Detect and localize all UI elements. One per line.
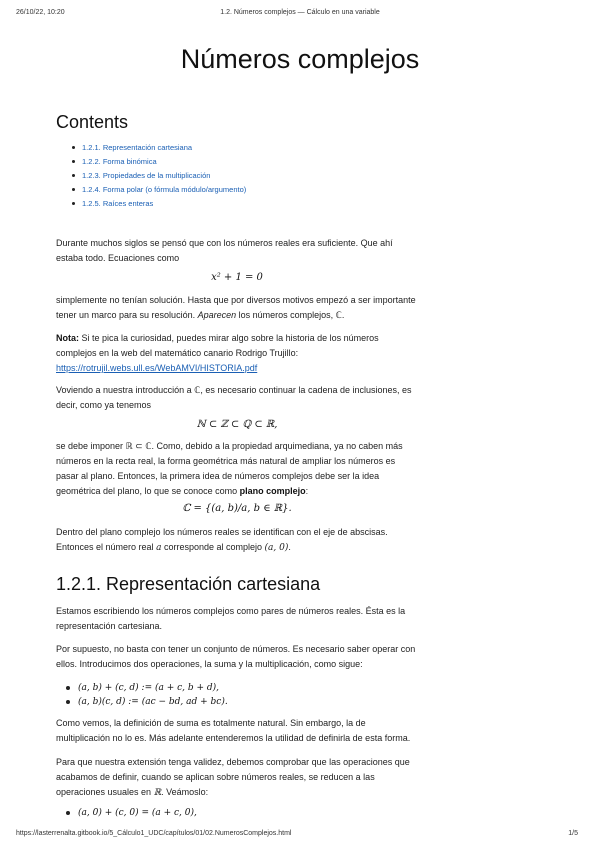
math-inline: a xyxy=(156,543,162,553)
print-url: https://lasterrenalta.gitbook.io/5_Cálculo1_UDC/capítulos/01/02.NumerosComplejos.html xyxy=(16,830,292,837)
toc-link-1-2-1[interactable]: 1.2.1. Representación cartesiana xyxy=(72,142,246,156)
emphasis: Aparecen xyxy=(197,310,237,320)
equation-x-squared: x² + 1 = 0 xyxy=(211,272,263,283)
section-paragraph-4 xyxy=(56,755,418,801)
section-paragraph-1: Estamos escribiendo los números complejos como pares de números reales. Ésta es la representación cartesiana. xyxy=(56,606,406,631)
note-text: Si te pica la curiosidad, puedes mirar algo sobre la historia de los números complejos en la web del matemático canario Rodrigo Trujillo: xyxy=(56,333,379,358)
contents-heading: Contents xyxy=(56,112,129,132)
list-item: (a, b)(c, d) := (ac − bd, ad + bc). xyxy=(56,695,228,709)
operations-list xyxy=(56,681,228,709)
list-item: (a, b) + (c, d) := (a + c, b + d), xyxy=(56,681,228,695)
intro-paragraph-4 xyxy=(56,439,418,499)
text: los números complejos, ℂ. xyxy=(236,310,345,320)
intro-paragraph-5 xyxy=(56,525,418,556)
page-title: Números complejos xyxy=(180,44,420,74)
history-link[interactable]: https://rotrujil.webs.ull.es/WebAMVI/HISTORIA.pdf xyxy=(56,363,258,373)
toc-link-1-2-2[interactable]: 1.2.2. Forma binómica xyxy=(72,156,246,170)
toc-link-1-2-3[interactable]: 1.2.3. Propiedades de la multiplicación xyxy=(72,170,246,184)
text: simplemente no tenían solución. Hasta que por diversos motivos empezó a ser importante tener un marco para su resolución. xyxy=(56,295,416,320)
text: : xyxy=(305,486,309,496)
text: se debe imponer ℝ ⊂ ℂ. Como, debido a la propiedad arquimediana, ya no caben más números en la recta real, la forma geométrica más natural de ampliar los números es pasar al plano. Entonces, la primera idea de números complejos debe ser la idea geométrica del plano, lo que se conoce como xyxy=(56,441,403,496)
equation-inclusions: ℕ ⊂ ℤ ⊂ ℚ ⊂ ℝ, xyxy=(196,419,278,430)
print-datetime: 26/10/22, 10:20 xyxy=(16,9,65,16)
intro-paragraph-2 xyxy=(56,293,418,323)
intro-paragraph-3: Voviendo a nuestra introducción a ℂ, es necesario continuar la cadena de inclusiones, es decir, como ya tenemos xyxy=(56,385,412,410)
text: corresponde al complejo xyxy=(161,542,265,552)
intro-paragraph: Durante muchos siglos se pensó que con los números reales era suficiente. Que ahí estaba todo. Ecuaciones como xyxy=(56,238,393,263)
text: Dentro del plano complejo los números reales se identifican con el eje de abscisas. Entonces el número real xyxy=(56,527,388,552)
print-page-number: 1/5 xyxy=(568,830,578,837)
math-inline: (a, 0) xyxy=(264,543,289,553)
note-paragraph xyxy=(56,331,418,376)
equation-complex-plane: ℂ = {(a, b)/a, b ∈ ℝ}. xyxy=(182,503,292,514)
note-label: Nota: xyxy=(56,333,79,343)
list-item: (a, 0) + (c, 0) = (a + c, 0), xyxy=(56,806,197,820)
bold-term: plano complejo xyxy=(239,486,306,496)
section-paragraph-3: Como vemos, la definición de suma es totalmente natural. Sin embargo, la de multiplicación no lo es. Más adelante entenderemos la utilidad de definirla de esta forma. xyxy=(56,718,411,743)
section-heading: 1.2.1. Representación cartesiana xyxy=(56,574,321,594)
print-doc-title: 1.2. Números complejos — Cálculo en una variable xyxy=(220,9,380,16)
checks-list xyxy=(56,806,197,820)
text: . Veámoslo: xyxy=(161,787,209,797)
text: . xyxy=(288,542,291,552)
toc-link-1-2-4[interactable]: 1.2.4. Forma polar (o fórmula módulo/argumento) xyxy=(72,184,246,198)
toc-link-1-2-5[interactable]: 1.2.5. Raíces enteras xyxy=(72,198,246,212)
math-inline: ℝ xyxy=(153,788,162,798)
section-paragraph-2: Por supuesto, no basta con tener un conjunto de números. Es necesario saber operar con ellos. Introducimos dos operaciones, la suma y la multiplicación, como sigue: xyxy=(56,644,416,669)
table-of-contents xyxy=(72,142,246,212)
text: Para que nuestra extensión tenga validez, debemos comprobar que las operaciones que acabamos de definir, cuando se aplican sobre números reales, se reducen a las operaciones usuales en xyxy=(56,757,410,797)
